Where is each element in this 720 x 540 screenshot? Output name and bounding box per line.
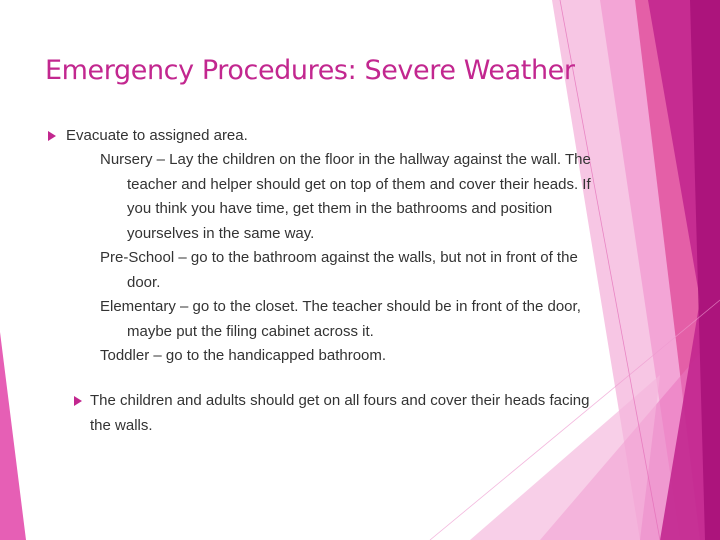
triangle-right-bullet-icon [48, 131, 56, 141]
bullet-cover-heads: The children and adults should get on all fours and cover their heads facing the walls. [90, 392, 590, 434]
bullet-evacuate: Evacuate to assigned area. [66, 127, 248, 144]
evacuation-sublist [100, 148, 615, 369]
subitem-nursery: Nursery – Lay the children on the floor in the hallway against the wall. The teacher and helper should get on top of them and cover their heads. If you think you have time, get them in the bathrooms and position yourselves in the same way. [100, 151, 591, 242]
subitem-toddler: Toddler – go to the handicapped bathroom. [100, 347, 387, 364]
subitem-elementary: Elementary – go to the closet. The teacher should be in front of the door, maybe put the filing cabinet across it. [100, 298, 581, 340]
left-pink-sliver [0, 332, 26, 540]
triangle-right-bullet-icon [74, 396, 82, 406]
subitem-preschool: Pre-School – go to the bathroom against the walls, but not in front of the door. [100, 249, 578, 291]
slide-title: Emergency Procedures: Severe Weather [45, 55, 575, 86]
